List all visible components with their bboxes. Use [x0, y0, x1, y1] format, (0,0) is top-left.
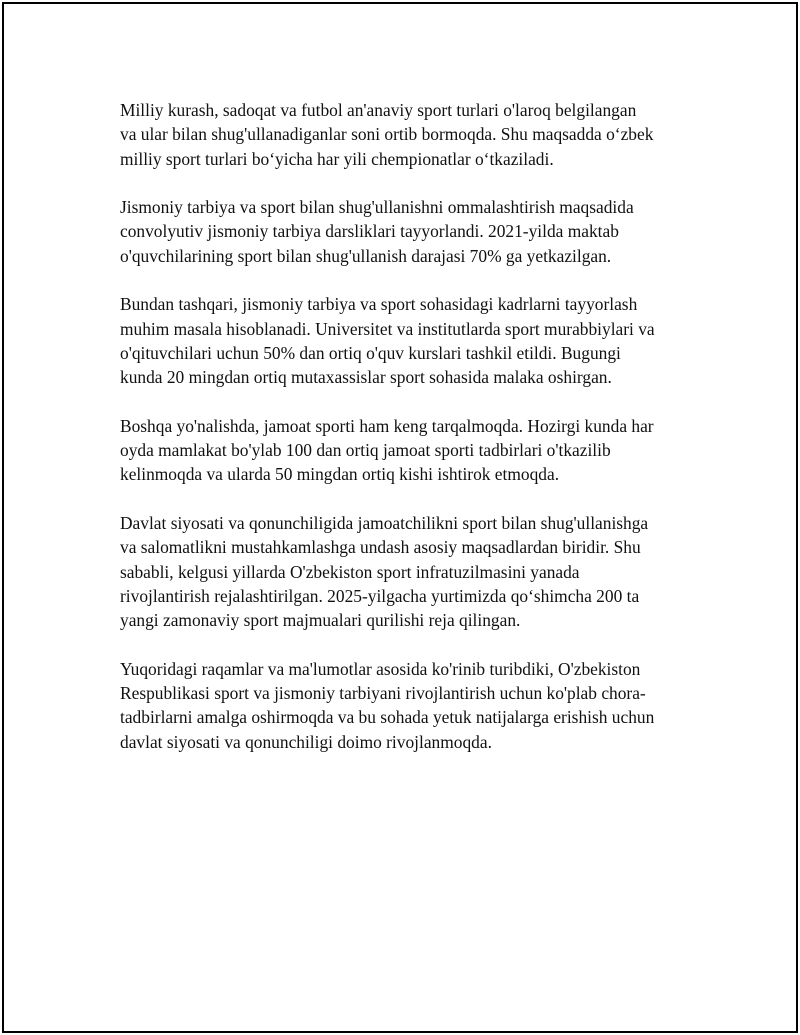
- paragraph-3: [120, 292, 700, 389]
- document-body: [120, 98, 700, 778]
- text-line: kelinmoqda va ularda 50 mingdan ortiq kishi ishtirok etmoqda.: [120, 464, 560, 485]
- text-line: muhim masala hisoblanadi. Universitet va institutlarda sport murabbiylari va: [120, 318, 655, 339]
- text-line: va ular bilan shug'ullanadiganlar soni ortib bormoqda. Shu maqsadda o‘zbek: [120, 124, 654, 145]
- paragraph-6: [120, 657, 700, 754]
- page-frame: [2, 2, 798, 1033]
- text-line: yangi zamonaviy sport majmualari qurilishi reja qilingan.: [120, 610, 521, 631]
- text-line: sababli, kelgusi yillarda O'zbekiston sport infratuzilmasini yanada: [120, 561, 580, 582]
- text-line: o'qituvchilari uchun 50% dan ortiq o'quv kurslari tashkil etildi. Bugungi: [120, 342, 621, 363]
- text-line: o'quvchilarining sport bilan shug'ullanish darajasi 70% ga yetkazilgan.: [120, 245, 612, 266]
- text-line: davlat siyosati va qonunchiligi doimo rivojlanmoqda.: [120, 731, 492, 752]
- text-line: rivojlantirish rejalashtirilgan. 2025-yilgacha yurtimizda qo‘shimcha 200 ta: [120, 585, 640, 606]
- text-line: Bundan tashqari, jismoniy tarbiya va sport sohasidagi kadrlarni tayyorlash: [120, 294, 638, 315]
- text-line: Yuqoridagi raqamlar va ma'lumotlar asosida ko'rinib turibdiki, O'zbekiston: [120, 658, 641, 679]
- text-line: oyda mamlakat bo'ylab 100 dan ortiq jamoat sporti tadbirlari o'tkazilib: [120, 440, 611, 461]
- paragraph-4: [120, 414, 700, 487]
- paragraph-5: [120, 511, 700, 632]
- text-line: tadbirlarni amalga oshirmoqda va bu sohada yetuk natijalarga erishish uchun: [120, 707, 655, 728]
- text-line: Milliy kurash, sadoqat va futbol an'anaviy sport turlari o'laroq belgilangan: [120, 100, 637, 120]
- paragraph-2: [120, 195, 700, 268]
- text-line: va salomatlikni mustahkamlashga undash asosiy maqsadlardan biridir. Shu: [120, 537, 641, 558]
- text-line: Davlat siyosati va qonunchiligida jamoatchilikni sport bilan shug'ullanishga: [120, 513, 649, 534]
- text-line: convolyutiv jismoniy tarbiya darsliklari tayyorlandi. 2021-yilda maktab: [120, 221, 619, 242]
- text-line: milliy sport turlari bo‘yicha har yili chempionatlar o‘tkaziladi.: [120, 148, 554, 169]
- text-line: kunda 20 mingdan ortiq mutaxassislar sport sohasida malaka oshirgan.: [120, 367, 612, 388]
- text-line: Boshqa yo'nalishda, jamoat sporti ham keng tarqalmoqda. Hozirgi kunda har: [120, 415, 654, 436]
- text-line: Respublikasi sport va jismoniy tarbiyani rivojlantirish uchun ko'plab chora-: [120, 683, 646, 704]
- text-line: Jismoniy tarbiya va sport bilan shug'ullanishni ommalashtirish maqsadida: [120, 197, 634, 218]
- paragraph-1: [120, 98, 700, 171]
